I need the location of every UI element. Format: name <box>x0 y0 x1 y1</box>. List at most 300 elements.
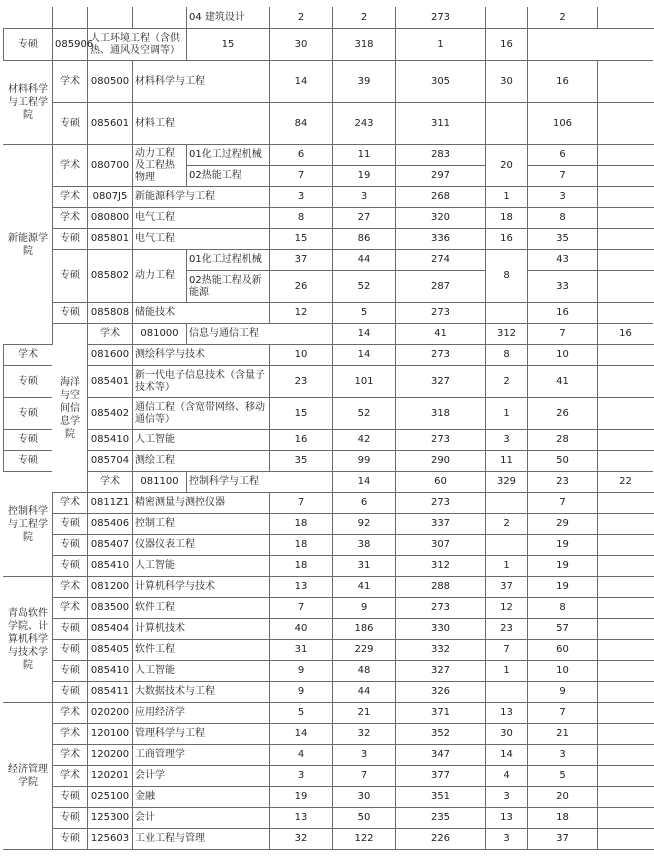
table-cell: 19 <box>528 577 598 598</box>
table-cell: 101 <box>333 366 396 398</box>
table-cell: 37 <box>528 829 598 850</box>
table-cell: 122 <box>333 829 396 850</box>
table-row <box>4 745 654 766</box>
table-cell: 99 <box>333 451 396 472</box>
table-cell <box>598 619 654 640</box>
table-cell: 2 <box>528 8 598 29</box>
table-cell <box>598 345 654 366</box>
table-cell: 工业工程与管理 <box>133 829 270 850</box>
table-cell: 352 <box>396 724 486 745</box>
table-cell: 92 <box>333 514 396 535</box>
table-cell: 085406 <box>88 514 133 535</box>
table-cell: 32 <box>270 829 333 850</box>
table-cell: 动力工程及工程热物理 <box>133 145 187 187</box>
table-cell: 120100 <box>88 724 133 745</box>
table-cell: 8 <box>528 598 598 619</box>
table-cell: 21 <box>528 724 598 745</box>
table-cell: 学术 <box>53 187 88 208</box>
table-cell: 9 <box>333 598 396 619</box>
table-cell: 268 <box>396 187 486 208</box>
table-cell: 7 <box>270 598 333 619</box>
table-row <box>4 577 654 598</box>
table-cell: 1 <box>486 187 528 208</box>
table-cell: 330 <box>396 619 486 640</box>
table-cell: 工商管理学 <box>133 745 270 766</box>
table-cell: 35 <box>270 451 333 472</box>
table-cell: 学术 <box>53 724 88 745</box>
table-cell: 专硕 <box>53 556 88 577</box>
table-cell: 60 <box>528 640 598 661</box>
table-cell: 120200 <box>88 745 133 766</box>
table-cell <box>486 682 528 703</box>
table-cell: 7 <box>333 766 396 787</box>
table-cell: 01化工过程机械 <box>187 250 270 271</box>
table-cell: 40 <box>270 619 333 640</box>
table-cell: 学术 <box>53 145 88 187</box>
table-cell: 控制科学与工程学院 <box>4 472 53 577</box>
table-cell: 273 <box>396 345 486 366</box>
table-cell: 320 <box>396 208 486 229</box>
table-cell: 8 <box>486 250 528 303</box>
table-cell: 1 <box>396 29 486 61</box>
table-cell: 60 <box>396 472 486 493</box>
table-cell: 42 <box>333 430 396 451</box>
table-cell: 35 <box>528 229 598 250</box>
table-cell: 01化工过程机械 <box>187 145 270 166</box>
table-cell <box>133 8 187 29</box>
table-row <box>4 61 654 103</box>
table-cell: 专硕 <box>53 103 88 145</box>
table-cell: 38 <box>333 535 396 556</box>
table-cell: 31 <box>333 556 396 577</box>
table-cell <box>88 8 133 29</box>
table-cell: 海洋与空间信息学院 <box>53 324 88 493</box>
table-cell <box>598 808 654 829</box>
table-cell: 273 <box>396 303 486 324</box>
table-cell: 16 <box>598 324 654 345</box>
table-cell: 专硕 <box>53 682 88 703</box>
table-cell: 273 <box>396 598 486 619</box>
table-cell: 测绘科学与技术 <box>133 345 270 366</box>
table-cell: 19 <box>333 166 396 187</box>
table-cell: 专硕 <box>53 229 88 250</box>
table-cell: 人工智能 <box>133 556 270 577</box>
table-cell: 287 <box>396 271 486 303</box>
table-cell <box>598 556 654 577</box>
table-cell: 3 <box>270 766 333 787</box>
table-row <box>4 829 654 850</box>
table-cell <box>4 8 53 29</box>
table-cell: 085404 <box>88 619 133 640</box>
table-cell: 专硕 <box>4 430 53 451</box>
table-row <box>4 145 654 166</box>
table-cell: 085405 <box>88 640 133 661</box>
table-cell: 025100 <box>88 787 133 808</box>
table-cell: 7 <box>528 324 598 345</box>
table-cell: 软件工程 <box>133 640 270 661</box>
table-cell: 10 <box>270 345 333 366</box>
table-cell: 085410 <box>88 556 133 577</box>
table-cell: 20 <box>486 145 528 187</box>
table-cell: 人工智能 <box>133 661 270 682</box>
table-cell: 专硕 <box>53 808 88 829</box>
table-cell <box>598 577 654 598</box>
table-cell: 5 <box>333 303 396 324</box>
table-cell <box>598 661 654 682</box>
table-cell: 金融 <box>133 787 270 808</box>
table-row <box>4 598 654 619</box>
table-cell: 332 <box>396 640 486 661</box>
table-row <box>4 229 654 250</box>
table-cell: 327 <box>396 661 486 682</box>
table-cell: 6 <box>270 145 333 166</box>
table-cell: 085401 <box>88 366 133 398</box>
table-cell: 12 <box>486 598 528 619</box>
table-cell: 52 <box>333 271 396 303</box>
table-cell: 3 <box>333 745 396 766</box>
table-cell <box>486 103 528 145</box>
table-cell: 新一代电子信息技术（含量子技术等） <box>133 366 270 398</box>
admission-table <box>3 7 654 850</box>
table-cell: 085808 <box>88 303 133 324</box>
table-cell <box>598 745 654 766</box>
table-cell: 18 <box>270 556 333 577</box>
table-row <box>4 208 654 229</box>
table-cell: 7 <box>270 493 333 514</box>
table-cell: 337 <box>396 514 486 535</box>
table-cell: 273 <box>396 493 486 514</box>
table-cell: 新能源科学与工程 <box>133 187 270 208</box>
table-cell: 18 <box>270 535 333 556</box>
table-cell: 297 <box>396 166 486 187</box>
table-cell: 41 <box>396 324 486 345</box>
table-cell: 大数据技术与工程 <box>133 682 270 703</box>
table-cell: 信息与通信工程 <box>187 324 333 345</box>
table-cell: 351 <box>396 787 486 808</box>
table-row <box>4 556 654 577</box>
table-cell: 18 <box>270 514 333 535</box>
table-cell: 085802 <box>88 250 133 303</box>
table-cell: 4 <box>486 766 528 787</box>
table-cell: 312 <box>486 324 528 345</box>
table-cell: 10 <box>528 661 598 682</box>
table-cell <box>598 166 654 187</box>
table-cell: 311 <box>396 103 486 145</box>
table-cell: 125300 <box>88 808 133 829</box>
table-cell: 会计学 <box>133 766 270 787</box>
table-cell: 动力工程 <box>133 250 187 303</box>
table-cell: 327 <box>396 366 486 398</box>
table-cell: 计算机科学与技术 <box>133 577 270 598</box>
table-cell: 29 <box>528 514 598 535</box>
table-cell: 305 <box>396 61 486 103</box>
table-cell: 30 <box>486 724 528 745</box>
table-cell <box>486 535 528 556</box>
table-cell: 2 <box>486 366 528 398</box>
table-cell: 学术 <box>53 577 88 598</box>
table-cell: 377 <box>396 766 486 787</box>
table-cell: 学术 <box>88 472 133 493</box>
table-row <box>4 787 654 808</box>
table-cell <box>598 535 654 556</box>
table-cell: 16 <box>486 229 528 250</box>
table-cell: 专硕 <box>4 366 53 398</box>
table-cell: 1 <box>486 556 528 577</box>
table-cell: 326 <box>396 682 486 703</box>
table-cell: 32 <box>333 724 396 745</box>
table-cell <box>598 493 654 514</box>
table-cell: 50 <box>333 808 396 829</box>
table-cell: 精密测量与测控仪器 <box>133 493 270 514</box>
table-cell <box>53 8 88 29</box>
table-cell: 6 <box>528 145 598 166</box>
table-cell: 43 <box>528 250 598 271</box>
table-row <box>4 103 654 145</box>
table-cell: 41 <box>528 366 598 398</box>
table-row <box>4 493 654 514</box>
table-cell: 学术 <box>53 745 88 766</box>
table-cell: 283 <box>396 145 486 166</box>
table-cell: 测绘工程 <box>133 451 270 472</box>
table-cell: 2 <box>270 8 333 29</box>
table-cell: 8 <box>270 208 333 229</box>
table-cell: 经济管理学院 <box>4 703 53 850</box>
table-cell: 人工智能 <box>133 430 270 451</box>
table-cell: 学术 <box>53 61 88 103</box>
table-cell: 通信工程（含宽带网络、移动通信等） <box>133 398 270 430</box>
table-cell: 186 <box>333 619 396 640</box>
table-cell: 02热能工程及新能源 <box>187 271 270 303</box>
table-row <box>4 430 654 451</box>
table-cell: 02热能工程 <box>187 166 270 187</box>
table-cell: 1 <box>486 398 528 430</box>
table-cell <box>598 271 654 303</box>
table-cell: 14 <box>333 472 396 493</box>
table-cell: 9 <box>528 682 598 703</box>
table-cell: 274 <box>396 250 486 271</box>
table-cell: 28 <box>528 430 598 451</box>
table-cell: 30 <box>486 61 528 103</box>
table-row <box>4 398 654 430</box>
table-cell: 3 <box>528 187 598 208</box>
table-cell: 37 <box>270 250 333 271</box>
table-cell: 学术 <box>53 208 88 229</box>
table-cell: 120201 <box>88 766 133 787</box>
table-cell: 专硕 <box>53 640 88 661</box>
table-cell: 会计 <box>133 808 270 829</box>
table-cell: 专硕 <box>53 787 88 808</box>
table-cell: 3 <box>486 430 528 451</box>
table-cell <box>598 145 654 166</box>
table-cell: 84 <box>270 103 333 145</box>
table-cell: 21 <box>333 703 396 724</box>
table-cell: 7 <box>270 166 333 187</box>
table-cell <box>598 208 654 229</box>
table-cell: 318 <box>333 29 396 61</box>
table-cell: 083500 <box>88 598 133 619</box>
table-cell: 13 <box>486 808 528 829</box>
table-cell: 30 <box>333 787 396 808</box>
table-row <box>4 472 654 493</box>
table-cell: 2 <box>486 514 528 535</box>
table-cell: 30 <box>270 29 333 61</box>
table-cell: 学术 <box>53 493 88 514</box>
table-cell <box>598 366 654 398</box>
table-cell: 20 <box>528 787 598 808</box>
table-row <box>4 250 654 271</box>
table-cell: 0807J5 <box>88 187 133 208</box>
table-row <box>4 766 654 787</box>
table-cell: 18 <box>528 808 598 829</box>
table-cell: 16 <box>528 61 598 103</box>
table-cell: 347 <box>396 745 486 766</box>
table-cell: 44 <box>333 250 396 271</box>
table-cell: 9 <box>270 661 333 682</box>
table-row <box>4 8 654 29</box>
table-cell: 仪器仪表工程 <box>133 535 270 556</box>
table-cell: 085410 <box>88 661 133 682</box>
table-cell: 12 <box>270 303 333 324</box>
table-cell: 6 <box>333 493 396 514</box>
table-cell: 电气工程 <box>133 229 270 250</box>
table-cell: 14 <box>486 745 528 766</box>
table-row <box>4 324 654 345</box>
table-cell: 081100 <box>133 472 187 493</box>
table-cell: 15 <box>270 229 333 250</box>
table-row <box>4 535 654 556</box>
table-cell: 专硕 <box>53 514 88 535</box>
table-row <box>4 619 654 640</box>
table-cell: 26 <box>528 398 598 430</box>
table-cell: 控制科学与工程 <box>187 472 333 493</box>
table-cell: 235 <box>396 808 486 829</box>
table-cell: 085410 <box>88 430 133 451</box>
table-cell: 学术 <box>88 324 133 345</box>
table-cell: 11 <box>333 145 396 166</box>
table-cell: 8 <box>486 345 528 366</box>
table-cell: 27 <box>333 208 396 229</box>
table-cell <box>598 703 654 724</box>
table-cell: 16 <box>528 303 598 324</box>
table-cell <box>486 8 528 29</box>
table-cell: 44 <box>333 682 396 703</box>
table-cell: 材料科学与工程学院 <box>4 61 53 145</box>
table-cell: 080800 <box>88 208 133 229</box>
table-cell: 86 <box>333 229 396 250</box>
table-cell: 371 <box>396 703 486 724</box>
table-cell <box>598 229 654 250</box>
table-cell: 085411 <box>88 682 133 703</box>
table-cell <box>598 514 654 535</box>
table-cell: 229 <box>333 640 396 661</box>
table-cell: 8 <box>528 208 598 229</box>
table-cell: 1 <box>486 661 528 682</box>
table-cell: 软件工程 <box>133 598 270 619</box>
table-cell: 080700 <box>88 145 133 187</box>
table-row <box>4 703 654 724</box>
table-cell: 学术 <box>53 703 88 724</box>
table-cell <box>598 766 654 787</box>
table-cell: 5 <box>270 703 333 724</box>
table-row <box>4 187 654 208</box>
table-cell: 22 <box>598 472 654 493</box>
table-cell: 电气工程 <box>133 208 270 229</box>
table-cell: 081200 <box>88 577 133 598</box>
table-cell: 085906 <box>53 29 88 61</box>
table-cell: 3 <box>528 745 598 766</box>
table-cell: 专硕 <box>4 398 53 430</box>
table-cell: 329 <box>486 472 528 493</box>
table-cell: 14 <box>333 345 396 366</box>
table-cell: 专硕 <box>53 661 88 682</box>
table-cell: 学术 <box>4 345 53 366</box>
table-cell <box>598 682 654 703</box>
table-cell: 15 <box>270 398 333 430</box>
table-cell: 085801 <box>88 229 133 250</box>
table-cell: 307 <box>396 535 486 556</box>
table-cell: 9 <box>270 682 333 703</box>
table-cell: 14 <box>270 61 333 103</box>
table-cell: 41 <box>333 577 396 598</box>
table-cell: 081000 <box>133 324 187 345</box>
table-cell: 290 <box>396 451 486 472</box>
table-cell: 273 <box>396 8 486 29</box>
table-row <box>4 29 654 61</box>
table-cell: 3 <box>486 829 528 850</box>
table-cell <box>598 250 654 271</box>
table-row <box>4 682 654 703</box>
table-cell: 57 <box>528 619 598 640</box>
table-cell: 125603 <box>88 829 133 850</box>
table-cell: 226 <box>396 829 486 850</box>
table-cell <box>598 61 654 103</box>
table-row <box>4 724 654 745</box>
table-cell: 318 <box>396 398 486 430</box>
table-cell: 人工环境工程（含供热、通风及空调等） <box>88 29 187 61</box>
table-cell: 3 <box>486 787 528 808</box>
table-cell: 04 建筑设计 <box>187 8 270 29</box>
table-cell: 3 <box>333 187 396 208</box>
table-cell <box>528 29 598 61</box>
table-cell: 50 <box>528 451 598 472</box>
table-cell: 312 <box>396 556 486 577</box>
table-cell <box>598 829 654 850</box>
table-cell: 专硕 <box>53 303 88 324</box>
table-cell: 085402 <box>88 398 133 430</box>
table-row <box>4 808 654 829</box>
table-cell: 26 <box>270 271 333 303</box>
table-body <box>4 8 654 850</box>
table-cell: 16 <box>270 430 333 451</box>
table-cell: 应用经济学 <box>133 703 270 724</box>
table-cell: 材料工程 <box>133 103 270 145</box>
table-cell: 19 <box>528 556 598 577</box>
table-cell: 19 <box>528 535 598 556</box>
table-cell: 085407 <box>88 535 133 556</box>
table-cell <box>598 398 654 430</box>
table-cell: 计算机技术 <box>133 619 270 640</box>
table-row <box>4 451 654 472</box>
table-cell: 243 <box>333 103 396 145</box>
table-cell <box>598 187 654 208</box>
table-cell: 13 <box>270 577 333 598</box>
table-cell: 080500 <box>88 61 133 103</box>
table-cell: 5 <box>528 766 598 787</box>
table-cell: 管理科学与工程 <box>133 724 270 745</box>
table-cell: 19 <box>270 787 333 808</box>
table-cell: 14 <box>333 324 396 345</box>
table-cell: 48 <box>333 661 396 682</box>
